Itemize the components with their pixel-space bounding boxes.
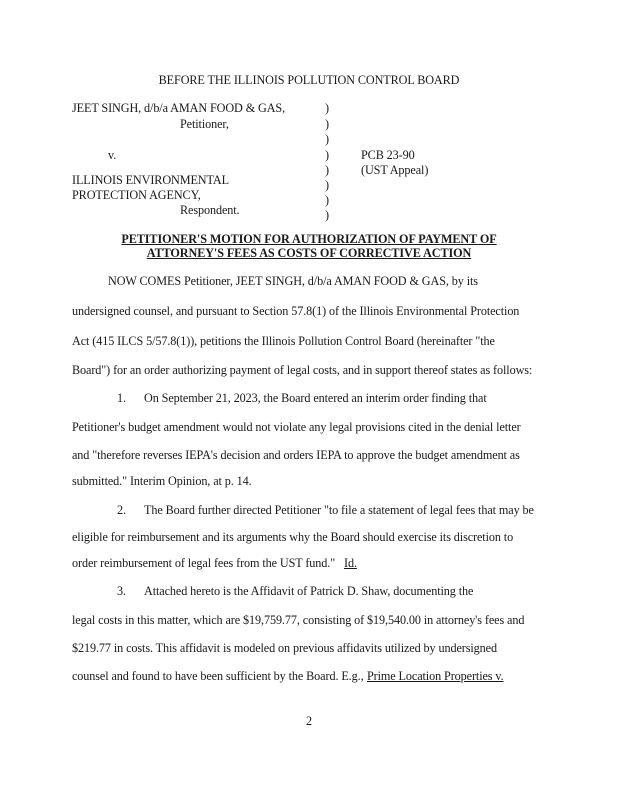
caption-bracket: ) xyxy=(325,117,329,131)
case-type: (UST Appeal) xyxy=(361,163,429,177)
caption-bracket: ) xyxy=(325,208,329,222)
caption-bracket: ) xyxy=(325,193,329,207)
paragraph-number: 3. xyxy=(117,584,126,598)
body-line: legal costs in this matter, which are $19,759.77, consisting of $19,540.00 in attorney's fees and xyxy=(72,613,525,627)
case-citation: Prime Location Properties v. xyxy=(367,669,504,683)
caption-bracket: ) xyxy=(325,132,329,146)
citation-id: Id. xyxy=(344,556,357,570)
body-line: $219.77 in costs. This affidavit is modeled on previous affidavits utilized by undersigned xyxy=(72,641,497,655)
paragraph-number: 2. xyxy=(117,503,126,517)
court-heading: BEFORE THE ILLINOIS POLLUTION CONTROL BOARD xyxy=(158,73,460,87)
caption-bracket: ) xyxy=(325,163,329,177)
body-line: On September 21, 2023, the Board entered an interim order finding that xyxy=(144,391,487,405)
versus: v. xyxy=(108,148,117,162)
page-number: 2 xyxy=(306,714,312,728)
respondent-name-line2: PROTECTION AGENCY, xyxy=(72,188,201,202)
body-line: The Board further directed Petitioner "to file a statement of legal fees that may be xyxy=(144,503,534,517)
body-line: counsel and found to have been sufficient by the Board. E.g., xyxy=(72,669,364,683)
body-line: order reimbursement of legal fees from the UST fund." xyxy=(72,556,336,570)
body-line: undersigned counsel, and pursuant to Section 57.8(1) of the Illinois Environmental Protection xyxy=(72,304,520,318)
body-line: eligible for reimbursement and its arguments why the Board should exercise its discretion to xyxy=(72,530,514,544)
body-line: submitted." Interim Opinion, at p. 14. xyxy=(72,474,252,488)
body-line: and "therefore reverses IEPA's decision and orders IEPA to approve the budget amendment as xyxy=(72,448,520,462)
paragraph-number: 1. xyxy=(117,391,126,405)
body-line: Attached hereto is the Affidavit of Patrick D. Shaw, documenting the xyxy=(144,584,474,598)
respondent-role: Respondent. xyxy=(180,203,240,217)
body-line: Petitioner's budget amendment would not violate any legal provisions cited in the denial letter xyxy=(72,420,521,434)
motion-title-line2: ATTORNEY'S FEES AS COSTS OF CORRECTIVE ACTION xyxy=(146,246,472,260)
respondent-name-line1: ILLINOIS ENVIRONMENTAL xyxy=(72,173,229,187)
motion-title-line1: PETITIONER'S MOTION FOR AUTHORIZATION OF PAYMENT OF xyxy=(121,232,497,246)
caption-bracket: ) xyxy=(325,178,329,192)
petitioner-name: JEET SINGH, d/b/a AMAN FOOD & GAS, xyxy=(72,101,286,115)
body-line: NOW COMES Petitioner, JEET SINGH, d/b/a AMAN FOOD & GAS, by its xyxy=(108,274,478,288)
petitioner-role: Petitioner, xyxy=(180,117,229,131)
caption-bracket: ) xyxy=(325,148,329,162)
body-line: Board") for an order authorizing payment of legal costs, and in support thereof states as follows: xyxy=(72,363,533,377)
caption-bracket: ) xyxy=(325,101,329,115)
body-line: Act (415 ILCS 5/57.8(1)), petitions the Illinois Pollution Control Board (hereinafter "the xyxy=(72,334,495,348)
case-number: PCB 23-90 xyxy=(361,148,415,162)
